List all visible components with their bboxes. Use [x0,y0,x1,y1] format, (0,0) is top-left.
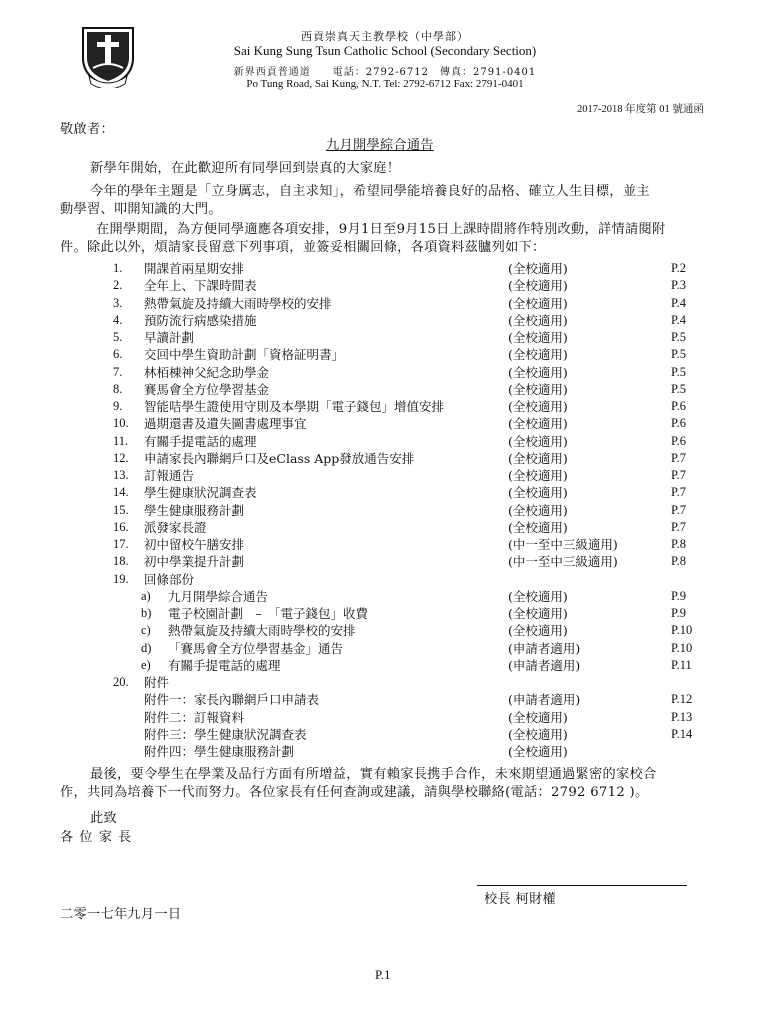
list-item [113,640,713,657]
paragraph-welcome: 新學年開始，在此歡迎所有同學回到崇真的大家庭！ [90,161,401,176]
item-page: P.5 [671,330,686,344]
item-number: d) [141,640,152,655]
item-page: P.5 [671,364,686,379]
item-number: b) [141,606,152,620]
item-page: P.6 [671,433,686,448]
item-scope: (申請者適用) [508,692,581,708]
item-title: 智能咭學生證使用守則及本學期「電子錢包」增值安排 [144,399,445,414]
school-name-zh: 西貢崇真天主教學校（中學部） [301,30,469,43]
item-scope: (全校適用) [508,381,568,397]
notice-title: 九月開學綜合通告 [326,138,434,153]
item-scope: (全校適用) [508,468,568,483]
item-title: 有關手提電話的處理 [144,433,257,449]
item-scope: (全校適用) [508,295,568,311]
school-crest-logo [79,24,137,88]
item-page: P.5 [671,381,686,396]
school-address-en: Po Tung Road, Sai Kung, N.T. Tel: 2792-6712 Fax: 2791-0401 [246,78,524,90]
item-number: 16. [113,519,129,534]
item-page: P.7 [671,519,686,534]
item-scope: (全校適用) [508,416,568,432]
item-scope: (申請者適用) [508,657,581,673]
item-title: 申請家長內聯網戶口及eClass App發放通告安排 [144,450,415,466]
list-item [113,364,713,381]
item-title: 電子校園計劃 – 「電子錢包」收費 [168,606,369,621]
list-item [113,553,713,570]
items-list [113,260,713,760]
item-scope: (全校適用) [508,347,568,363]
list-item [113,657,713,674]
item-scope: (全校適用) [508,606,568,621]
item-scope: (全校適用) [508,709,568,725]
item-page: P.4 [671,312,686,327]
paragraph-theme-line1: 今年的學年主題是「立身厲志，自主求知」，希望同學能培養良好的品格、確立人生目標，並主 [90,184,650,199]
salutation: 敬啟者： [60,122,114,137]
item-number: 14. [113,485,129,500]
paragraph-arrangement-line2: 件。除此以外，煩請家長留意下列事項，並簽妥相關回條，各項資料茲臚列如下： [60,240,546,255]
item-scope: (全校適用) [508,502,568,518]
list-item [113,709,713,726]
item-page: P.4 [671,295,686,310]
item-scope: (全校適用) [508,623,568,639]
item-scope: (中一至中三級適用) [508,537,618,552]
item-title: 附件二：訂報資料 [144,709,245,725]
item-title: 熱帶氣旋及持續大雨時學校的安排 [144,295,332,311]
list-item [113,277,713,294]
item-page: P.9 [671,606,686,620]
item-title: 附件 [144,675,170,690]
list-item [113,743,713,760]
list-item [113,295,713,312]
item-title: 開課首兩星期安排 [144,261,245,276]
item-number: 6. [113,347,123,362]
ci-zhi: 此致 [90,811,117,826]
item-number: 7. [113,364,123,379]
item-page: P.8 [671,554,686,569]
item-page: P.10 [671,640,693,655]
item-title: 派發家長證 [144,519,207,535]
list-item [113,415,713,432]
list-item [113,346,713,363]
item-title: 早讀計劃 [144,330,195,345]
closing-paragraph-line2: 作，共同為培養下一代而努力。各位家長有任何查詢或建議，請與學校聯絡(電話：2792 6712 )。 [60,785,649,800]
item-title: 有關手提電話的處理 [168,657,281,673]
list-item [113,605,713,622]
item-number: 17. [113,537,129,551]
item-number: 5. [113,330,123,344]
list-item [113,502,713,519]
item-page: P.7 [671,450,686,465]
item-page: P.8 [671,537,686,551]
reference-number: 2017-2018 年度第 01 號通函 [577,104,704,115]
item-number: c) [141,623,151,638]
item-title: 學生健康服務計劃 [144,502,245,518]
item-title: 附件一：家長內聯網戶口申請表 [144,692,320,708]
notice-date: 二零一七年九月一日 [60,907,182,922]
school-name-en: Sai Kung Sung Tsun Catholic School (Secondary Section) [233,43,537,58]
recipients: 各 位 家 長 [60,830,133,845]
item-scope: (全校適用) [508,433,568,449]
item-title: 學生健康狀況調查表 [144,485,257,501]
item-title: 預防流行病感染措施 [144,312,257,328]
closing-paragraph-line1: 最後，要令學生在學業及品行方面有所增益，實有賴家長携手合作，未來期望通過緊密的家校合 [90,767,657,782]
item-number: e) [141,657,151,672]
item-number: 20. [113,675,129,689]
item-page: P.11 [671,657,692,672]
item-scope: (中一至中三級適用) [508,554,618,570]
item-title: 附件四：學生健康服務計劃 [144,744,295,759]
list-item [113,726,713,743]
item-number: 3. [113,295,123,310]
list-item [113,398,713,415]
item-number: 19. [113,571,129,586]
item-scope: (全校適用) [508,312,568,328]
item-number: 1. [113,261,123,275]
list-item [113,467,713,484]
item-page: P.5 [671,347,686,362]
list-item [113,691,713,708]
list-item [113,588,713,605]
item-title: 交回中學生資助計劃「資格証明書」 [144,347,345,363]
item-scope: (全校適用) [508,399,568,414]
signature-line [477,885,687,886]
list-item [113,571,713,588]
item-number: a) [141,588,151,603]
item-scope: (全校適用) [508,330,568,345]
item-number: 13. [113,468,129,482]
item-title: 初中學業提升計劃 [144,554,245,570]
item-page: P.7 [671,468,686,482]
list-item [113,450,713,467]
item-title: 回條部份 [144,571,195,587]
list-item [113,312,713,329]
item-title: 初中留校午膳安排 [144,537,245,552]
item-page: P.14 [671,726,693,741]
item-number: 12. [113,450,129,465]
item-title: 全年上、下課時間表 [144,278,257,294]
list-item [113,484,713,501]
item-scope: (全校適用) [508,519,568,535]
item-title: 訂報通告 [144,468,195,483]
school-address-zh: 新界西貢普通道 電話：2792-6712 傳真：2791-0401 [233,67,537,78]
item-scope: (全校適用) [508,278,568,294]
item-page: P.6 [671,416,686,431]
list-item [113,536,713,553]
item-number: 4. [113,312,123,327]
item-number: 11. [113,433,129,448]
item-number: 18. [113,554,129,569]
paragraph-theme-line2: 動學習、叩開知識的大門。 [60,202,222,217]
item-number: 2. [113,278,123,293]
item-title: 熱帶氣旋及持續大雨時學校的安排 [168,623,356,639]
list-item [113,622,713,639]
item-number: 9. [113,399,123,413]
list-item [113,433,713,450]
item-number: 8. [113,381,123,396]
item-page: P.6 [671,399,686,413]
item-page: P.13 [671,709,693,724]
item-scope: (全校適用) [508,261,568,276]
list-item [113,260,713,277]
item-number: 10. [113,416,129,431]
paragraph-arrangement-line1: 在開學期間，為方便同學適應各項安排，9月1日至9月15日上課時間將作特別改動，詳情請閱附 [96,222,666,237]
item-scope: (全校適用) [508,450,568,466]
item-page: P.10 [671,623,693,638]
item-page: P.12 [671,692,693,707]
item-title: 「賽馬會全方位學習基金」通告 [168,640,344,656]
item-page: P.9 [671,588,686,603]
item-number: 15. [113,502,129,517]
item-scope: (申請者適用) [508,640,581,656]
item-page: P.7 [671,502,686,517]
item-page: P.7 [671,485,686,500]
item-scope: (全校適用) [508,485,568,501]
item-scope: (全校適用) [508,588,568,604]
list-item [113,329,713,346]
list-item [113,674,713,691]
item-title: 九月開學綜合通告 [168,588,269,604]
list-item [113,519,713,536]
item-scope: (全校適用) [508,744,568,759]
item-title: 林栢棟神父紀念助學金 [144,364,270,380]
page-number: P.1 [375,967,391,982]
item-scope: (全校適用) [508,364,568,380]
principal-name: 校長 柯財權 [484,892,556,907]
item-title: 過期還書及遺失圖書處理事宜 [144,416,307,432]
item-page: P.2 [671,261,686,275]
list-item [113,381,713,398]
item-title: 附件三：學生健康狀況調查表 [144,726,307,742]
item-page: P.3 [671,278,686,293]
item-title: 賽馬會全方位學習基金 [144,381,270,397]
item-scope: (全校適用) [508,726,568,742]
